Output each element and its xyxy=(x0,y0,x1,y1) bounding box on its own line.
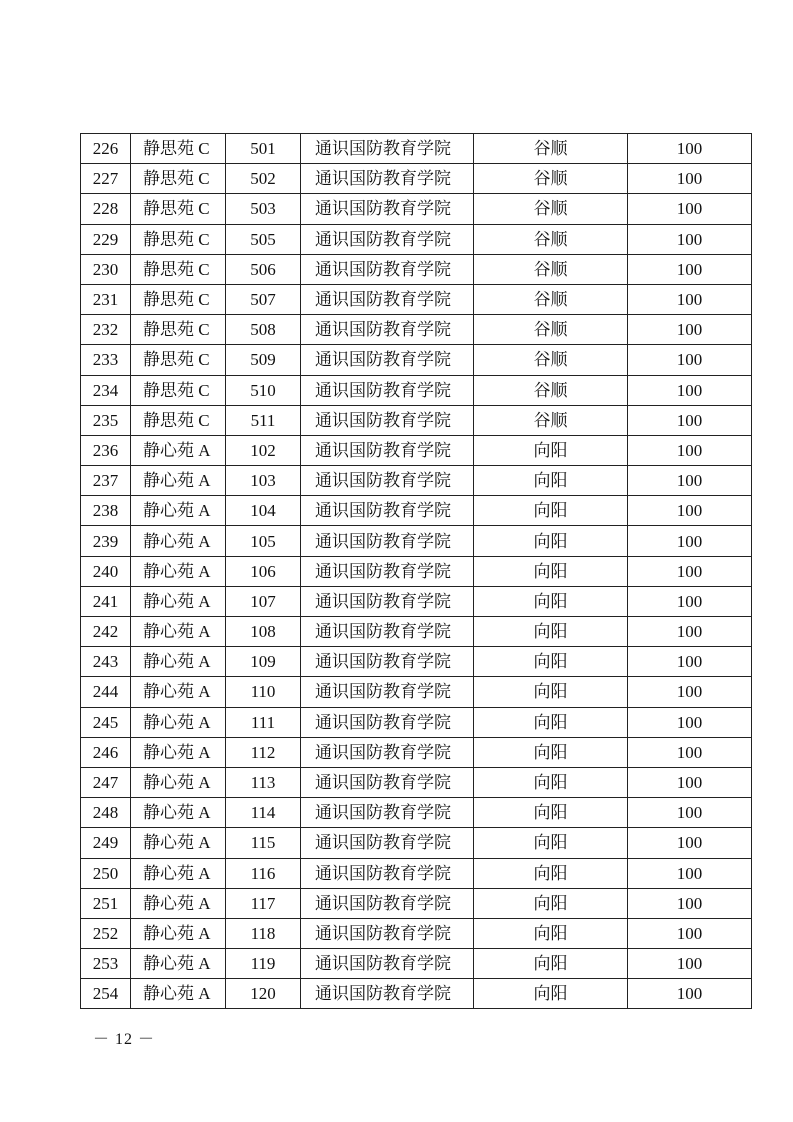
cell-room: 110 xyxy=(226,677,301,707)
cell-room: 105 xyxy=(226,526,301,556)
cell-number: 236 xyxy=(81,435,131,465)
cell-room: 117 xyxy=(226,888,301,918)
table-row xyxy=(81,254,752,284)
cell-building: 静思苑 C xyxy=(131,315,226,345)
cell-room: 109 xyxy=(226,647,301,677)
cell-building: 静思苑 C xyxy=(131,194,226,224)
cell-number: 253 xyxy=(81,949,131,979)
table-row xyxy=(81,918,752,948)
cell-college: 通识国防教育学院 xyxy=(301,737,474,767)
cell-count: 100 xyxy=(628,254,752,284)
cell-manager: 向阳 xyxy=(474,586,628,616)
cell-number: 228 xyxy=(81,194,131,224)
table-row xyxy=(81,949,752,979)
cell-building: 静思苑 C xyxy=(131,224,226,254)
table-row xyxy=(81,224,752,254)
cell-count: 100 xyxy=(628,435,752,465)
table-row xyxy=(81,556,752,586)
table-row xyxy=(81,375,752,405)
table-row xyxy=(81,284,752,314)
table-row xyxy=(81,979,752,1009)
cell-building: 静心苑 A xyxy=(131,888,226,918)
cell-manager: 谷顺 xyxy=(474,375,628,405)
cell-number: 242 xyxy=(81,617,131,647)
cell-college: 通识国防教育学院 xyxy=(301,224,474,254)
cell-room: 501 xyxy=(226,134,301,164)
cell-room: 116 xyxy=(226,858,301,888)
cell-building: 静心苑 A xyxy=(131,677,226,707)
cell-count: 100 xyxy=(628,798,752,828)
cell-manager: 向阳 xyxy=(474,918,628,948)
cell-college: 通识国防教育学院 xyxy=(301,466,474,496)
cell-building: 静心苑 A xyxy=(131,526,226,556)
cell-count: 100 xyxy=(628,737,752,767)
cell-number: 249 xyxy=(81,828,131,858)
cell-manager: 向阳 xyxy=(474,466,628,496)
cell-count: 100 xyxy=(628,405,752,435)
cell-college: 通识国防教育学院 xyxy=(301,707,474,737)
cell-manager: 向阳 xyxy=(474,707,628,737)
table-row xyxy=(81,134,752,164)
cell-count: 100 xyxy=(628,224,752,254)
table-row xyxy=(81,164,752,194)
cell-count: 100 xyxy=(628,134,752,164)
cell-manager: 向阳 xyxy=(474,949,628,979)
cell-building: 静思苑 C xyxy=(131,345,226,375)
cell-count: 100 xyxy=(628,194,752,224)
cell-number: 252 xyxy=(81,918,131,948)
table-row xyxy=(81,617,752,647)
table-row xyxy=(81,345,752,375)
cell-building: 静思苑 C xyxy=(131,254,226,284)
cell-college: 通识国防教育学院 xyxy=(301,284,474,314)
cell-number: 237 xyxy=(81,466,131,496)
cell-manager: 向阳 xyxy=(474,526,628,556)
cell-manager: 谷顺 xyxy=(474,134,628,164)
table-row xyxy=(81,496,752,526)
cell-count: 100 xyxy=(628,526,752,556)
cell-building: 静心苑 A xyxy=(131,828,226,858)
cell-room: 111 xyxy=(226,707,301,737)
cell-college: 通识国防教育学院 xyxy=(301,164,474,194)
cell-building: 静思苑 C xyxy=(131,164,226,194)
cell-building: 静心苑 A xyxy=(131,798,226,828)
cell-college: 通识国防教育学院 xyxy=(301,556,474,586)
cell-number: 226 xyxy=(81,134,131,164)
cell-manager: 谷顺 xyxy=(474,284,628,314)
table-row xyxy=(81,586,752,616)
cell-number: 251 xyxy=(81,888,131,918)
cell-room: 108 xyxy=(226,617,301,647)
cell-room: 106 xyxy=(226,556,301,586)
cell-number: 246 xyxy=(81,737,131,767)
table-row xyxy=(81,435,752,465)
cell-manager: 向阳 xyxy=(474,435,628,465)
table-row xyxy=(81,194,752,224)
cell-number: 234 xyxy=(81,375,131,405)
cell-building: 静心苑 A xyxy=(131,496,226,526)
cell-number: 239 xyxy=(81,526,131,556)
cell-building: 静心苑 A xyxy=(131,617,226,647)
table-row xyxy=(81,647,752,677)
cell-college: 通识国防教育学院 xyxy=(301,647,474,677)
cell-college: 通识国防教育学院 xyxy=(301,496,474,526)
cell-count: 100 xyxy=(628,556,752,586)
cell-number: 238 xyxy=(81,496,131,526)
cell-room: 107 xyxy=(226,586,301,616)
table-row xyxy=(81,858,752,888)
cell-room: 103 xyxy=(226,466,301,496)
cell-college: 通识国防教育学院 xyxy=(301,254,474,284)
cell-college: 通识国防教育学院 xyxy=(301,405,474,435)
cell-manager: 谷顺 xyxy=(474,345,628,375)
cell-number: 227 xyxy=(81,164,131,194)
cell-room: 120 xyxy=(226,979,301,1009)
table-row xyxy=(81,405,752,435)
cell-building: 静心苑 A xyxy=(131,949,226,979)
cell-count: 100 xyxy=(628,949,752,979)
cell-college: 通识国防教育学院 xyxy=(301,979,474,1009)
cell-building: 静心苑 A xyxy=(131,767,226,797)
cell-room: 112 xyxy=(226,737,301,767)
cell-manager: 向阳 xyxy=(474,556,628,586)
cell-count: 100 xyxy=(628,828,752,858)
cell-manager: 向阳 xyxy=(474,496,628,526)
cell-building: 静心苑 A xyxy=(131,979,226,1009)
cell-number: 244 xyxy=(81,677,131,707)
cell-count: 100 xyxy=(628,586,752,616)
cell-manager: 向阳 xyxy=(474,647,628,677)
page-number: － 12 － xyxy=(93,1031,156,1048)
dormitory-table xyxy=(80,133,752,1009)
table-row xyxy=(81,798,752,828)
cell-building: 静思苑 C xyxy=(131,134,226,164)
cell-number: 243 xyxy=(81,647,131,677)
cell-college: 通识国防教育学院 xyxy=(301,798,474,828)
cell-building: 静心苑 A xyxy=(131,707,226,737)
cell-room: 118 xyxy=(226,918,301,948)
cell-building: 静心苑 A xyxy=(131,737,226,767)
cell-number: 235 xyxy=(81,405,131,435)
cell-manager: 谷顺 xyxy=(474,164,628,194)
cell-building: 静思苑 C xyxy=(131,405,226,435)
cell-number: 241 xyxy=(81,586,131,616)
table-row xyxy=(81,888,752,918)
table-row xyxy=(81,315,752,345)
cell-count: 100 xyxy=(628,647,752,677)
cell-number: 247 xyxy=(81,767,131,797)
cell-college: 通识国防教育学院 xyxy=(301,315,474,345)
table-row xyxy=(81,707,752,737)
cell-count: 100 xyxy=(628,767,752,797)
cell-count: 100 xyxy=(628,375,752,405)
cell-building: 静心苑 A xyxy=(131,466,226,496)
cell-manager: 向阳 xyxy=(474,979,628,1009)
cell-college: 通识国防教育学院 xyxy=(301,586,474,616)
cell-room: 508 xyxy=(226,315,301,345)
cell-manager: 向阳 xyxy=(474,888,628,918)
table-row xyxy=(81,767,752,797)
cell-manager: 谷顺 xyxy=(474,405,628,435)
cell-room: 509 xyxy=(226,345,301,375)
cell-count: 100 xyxy=(628,858,752,888)
cell-number: 229 xyxy=(81,224,131,254)
cell-building: 静心苑 A xyxy=(131,858,226,888)
cell-count: 100 xyxy=(628,979,752,1009)
cell-college: 通识国防教育学院 xyxy=(301,918,474,948)
cell-college: 通识国防教育学院 xyxy=(301,134,474,164)
cell-number: 233 xyxy=(81,345,131,375)
cell-college: 通识国防教育学院 xyxy=(301,617,474,647)
cell-room: 502 xyxy=(226,164,301,194)
cell-room: 114 xyxy=(226,798,301,828)
cell-count: 100 xyxy=(628,315,752,345)
cell-count: 100 xyxy=(628,466,752,496)
cell-number: 232 xyxy=(81,315,131,345)
cell-room: 119 xyxy=(226,949,301,979)
cell-count: 100 xyxy=(628,888,752,918)
table-row xyxy=(81,677,752,707)
cell-college: 通识国防教育学院 xyxy=(301,345,474,375)
cell-room: 104 xyxy=(226,496,301,526)
cell-college: 通识国防教育学院 xyxy=(301,949,474,979)
cell-building: 静心苑 A xyxy=(131,918,226,948)
cell-manager: 谷顺 xyxy=(474,224,628,254)
cell-college: 通识国防教育学院 xyxy=(301,375,474,405)
cell-building: 静心苑 A xyxy=(131,435,226,465)
cell-manager: 向阳 xyxy=(474,767,628,797)
cell-college: 通识国防教育学院 xyxy=(301,526,474,556)
table-row xyxy=(81,737,752,767)
cell-number: 245 xyxy=(81,707,131,737)
cell-count: 100 xyxy=(628,918,752,948)
cell-manager: 谷顺 xyxy=(474,194,628,224)
table-row xyxy=(81,828,752,858)
cell-manager: 向阳 xyxy=(474,828,628,858)
cell-count: 100 xyxy=(628,617,752,647)
cell-count: 100 xyxy=(628,164,752,194)
table-row xyxy=(81,466,752,496)
cell-room: 507 xyxy=(226,284,301,314)
cell-college: 通识国防教育学院 xyxy=(301,767,474,797)
cell-room: 510 xyxy=(226,375,301,405)
cell-manager: 向阳 xyxy=(474,798,628,828)
cell-room: 503 xyxy=(226,194,301,224)
table-row xyxy=(81,526,752,556)
cell-building: 静心苑 A xyxy=(131,647,226,677)
cell-college: 通识国防教育学院 xyxy=(301,828,474,858)
cell-room: 102 xyxy=(226,435,301,465)
cell-count: 100 xyxy=(628,284,752,314)
cell-room: 505 xyxy=(226,224,301,254)
cell-building: 静思苑 C xyxy=(131,375,226,405)
cell-count: 100 xyxy=(628,677,752,707)
cell-manager: 谷顺 xyxy=(474,315,628,345)
cell-count: 100 xyxy=(628,707,752,737)
cell-count: 100 xyxy=(628,496,752,526)
cell-manager: 向阳 xyxy=(474,858,628,888)
cell-manager: 向阳 xyxy=(474,737,628,767)
cell-college: 通识国防教育学院 xyxy=(301,888,474,918)
cell-number: 254 xyxy=(81,979,131,1009)
cell-building: 静思苑 C xyxy=(131,284,226,314)
cell-manager: 向阳 xyxy=(474,677,628,707)
cell-room: 506 xyxy=(226,254,301,284)
cell-college: 通识国防教育学院 xyxy=(301,194,474,224)
cell-manager: 向阳 xyxy=(474,617,628,647)
cell-manager: 谷顺 xyxy=(474,254,628,284)
cell-count: 100 xyxy=(628,345,752,375)
cell-number: 248 xyxy=(81,798,131,828)
cell-number: 250 xyxy=(81,858,131,888)
cell-number: 230 xyxy=(81,254,131,284)
cell-college: 通识国防教育学院 xyxy=(301,858,474,888)
cell-room: 113 xyxy=(226,767,301,797)
cell-building: 静心苑 A xyxy=(131,556,226,586)
dormitory-table-container xyxy=(80,133,752,1009)
cell-number: 240 xyxy=(81,556,131,586)
table-body xyxy=(81,134,752,1009)
cell-number: 231 xyxy=(81,284,131,314)
cell-college: 通识国防教育学院 xyxy=(301,677,474,707)
cell-college: 通识国防教育学院 xyxy=(301,435,474,465)
cell-room: 511 xyxy=(226,405,301,435)
cell-building: 静心苑 A xyxy=(131,586,226,616)
cell-room: 115 xyxy=(226,828,301,858)
